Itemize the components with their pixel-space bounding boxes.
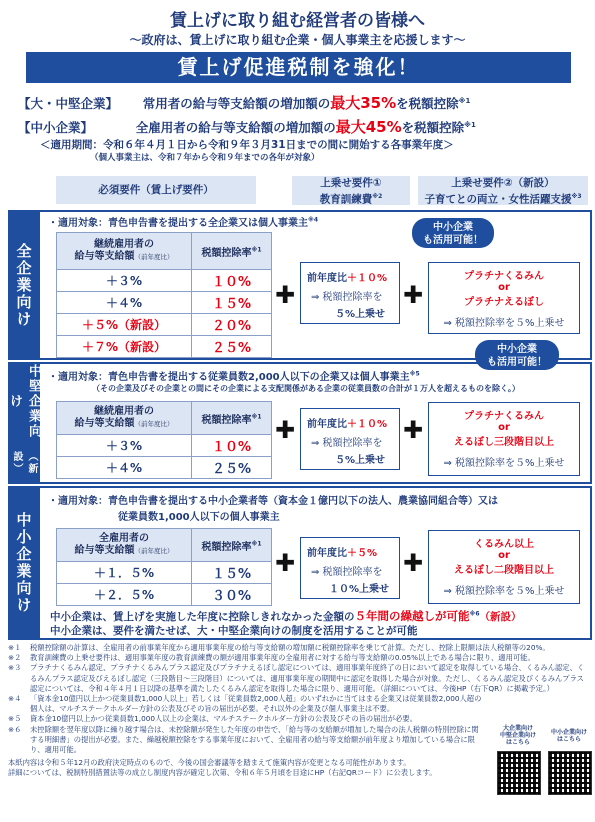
column-upper2-l2: 子育てとの両立・女性活躍支援: [424, 193, 572, 206]
th-rate-note: ※1: [251, 246, 262, 254]
edu-l1a: 前年度比: [307, 548, 347, 559]
rate-max: 最大35%: [330, 94, 397, 112]
th-small: （前年度比）: [134, 420, 174, 428]
qr-large-label-l1: 大企業向け: [502, 725, 533, 732]
row-increase: ＋１．５%: [57, 562, 192, 584]
edu-l2: ⇒ 税額控除率を: [311, 438, 383, 449]
row-increase: ＋４%: [57, 292, 192, 314]
footnote-mark: ※４: [8, 694, 22, 704]
carryover-line: [50, 608, 522, 624]
footnote-text: 教育訓練費の上乗せ要件は、適用事業年度の教育訓練費の額が適用事業年度の全雇用者に対する給与等支給額の0.05%以上である場合に限り、適用可能。: [30, 653, 535, 663]
edu-l1a: 前年度比: [307, 273, 347, 284]
footer-line2: 詳細については、税制特別措置法等の成立し制度内容が確定し次第、令和６年５月頃を目途にHP（右記QRコード）に公表します。: [8, 768, 437, 778]
edu-l3: １０%上乗せ: [329, 584, 390, 595]
row-rate: ２５%: [192, 457, 272, 479]
table-row: [57, 270, 272, 292]
qr-code-large[interactable]: [497, 751, 541, 795]
kid-l3: ⇒ 税額控除率を５%上乗せ: [443, 458, 565, 469]
row-increase: ＋７%（新設）: [57, 336, 192, 358]
column-upper1: [292, 176, 410, 205]
section-all-side-label: 全企業向け: [8, 210, 40, 360]
table-row: [57, 584, 272, 606]
sme-use-large-line: 中小企業は、要件を満たせば、大・中堅企業向けの制度を活用することが可能: [50, 625, 418, 637]
row-increase: ＋３%: [57, 270, 192, 292]
edu-l1b: ＋１０%: [347, 419, 388, 430]
footnote-mark: ※６: [8, 724, 22, 734]
qr-sme-label-l2: はこちら: [556, 736, 581, 743]
kid-l2: えるぼし三段階目以上: [454, 437, 554, 448]
footnote-mark: ※３: [8, 663, 22, 673]
table-row: [57, 457, 272, 479]
qr-sme-label-l1: 中小企業向け: [550, 729, 587, 736]
plus-icon: ✚: [275, 281, 296, 309]
table-header-rate: [192, 529, 272, 562]
plus-icon: ✚: [403, 281, 424, 309]
edu-l3: ５%上乗せ: [335, 309, 386, 320]
footnote-text: 「資本金10億円以上かつ従業員数1,000人以上」若しくは「従業員数2,000人超」のいずれかに当てはまる企業又は従業員数2,000人超の個人は、マルチステークホルダー方針の公表及びその旨の届出が必要。それ以外の企業及び個人事業主は不要。: [30, 694, 482, 714]
row-increase: ＋２．５%: [57, 584, 192, 606]
section-sme-side-label: 中小企業向け: [8, 486, 40, 640]
column-upper2-note: ※3: [571, 193, 582, 200]
th-l2: 給与等支給額: [74, 545, 135, 556]
edu-box-all: [300, 262, 400, 324]
edu-l3: ５%上乗せ: [335, 455, 386, 466]
edu-box-sme: [300, 537, 400, 599]
kid-l1: くるみん以上: [474, 539, 534, 550]
kid-l3: ⇒ 税額控除率を５%上乗せ: [443, 586, 565, 597]
sme-usable-bubble: [475, 340, 559, 370]
rate-note: ※1: [464, 120, 476, 129]
page-title: 賃上げに取り組む経営者の皆様へ: [170, 11, 425, 31]
bubble-l1: 中小企業: [497, 344, 537, 355]
footnote: [8, 714, 483, 724]
plus-icon: ✚: [403, 416, 424, 444]
bubble-l2: も活用可能！: [423, 235, 483, 246]
section-mid-side-label: [8, 362, 40, 484]
footnote: [8, 694, 483, 714]
rate-tag: 【中小企業】: [18, 120, 94, 135]
plus-icon: ✚: [403, 549, 424, 577]
th-l1: 全雇用者の: [99, 533, 149, 544]
row-rate: １５%: [192, 562, 272, 584]
target-text: ・適用対象：青色申告書を提出する全企業又は個人事業主: [48, 218, 308, 229]
column-upper2-l1: 上乗せ要件②（新設）: [451, 177, 555, 189]
sme-usable-bubble: [412, 218, 494, 248]
rate-tail: を税額控除: [396, 96, 459, 111]
rate-tail: を税額控除: [401, 120, 465, 135]
table-row: [57, 435, 272, 457]
footnote-mark: ※５: [8, 714, 22, 724]
footnote-text: 未控除額を翌年度以降に繰り越す場合は、未控除額が発生した年度の申告で、「給与等の支給額が増加した場合の法人税額の特別控除に関する明細書」の提出が必要。また、繰越税額控除をする事業年度において、全雇用者の給与等支給額が前年度より増加している場合に限り、適用可能。: [30, 724, 479, 755]
plus-icon: ✚: [275, 416, 296, 444]
footnote: [8, 643, 588, 653]
table-header-rate: [192, 402, 272, 435]
th-rate: 税額控除率: [201, 414, 252, 426]
row-rate: １０%: [192, 435, 272, 457]
kid-or: or: [498, 550, 510, 561]
table-header-increase: [57, 402, 192, 435]
rate-max: 最大45%: [335, 118, 402, 136]
section-sme-target: ・適用対象：青色申告書を提出する中小企業者等（資本金１億円以下の法人、農業協同組合等）又は: [48, 496, 498, 507]
footnote: [8, 725, 483, 756]
edu-l1b: ＋１０%: [347, 273, 388, 284]
table-header-rate: [192, 233, 272, 270]
section-mid-target-sub: （その企業及びその企業との間にその企業による支配関係がある企業の従業員数の合計が１万人を超えるものを除く。）: [92, 384, 520, 393]
row-rate: １０%: [192, 270, 272, 292]
rate-table-mid: [56, 401, 272, 479]
section-sme-target-2: 従業員数1,000人以下の個人事業主: [118, 512, 280, 523]
edu-box-mid: [300, 408, 400, 470]
kid-box-all: [428, 262, 580, 334]
rate-text: 全雇用者の給与等支給額の増加額の: [135, 120, 336, 135]
target-note: ※4: [308, 216, 319, 224]
rate-line-sme: [18, 116, 476, 137]
th-rate-note: ※1: [251, 413, 262, 421]
column-required: 必須要件（賃上げ要件）: [56, 176, 256, 204]
th-small: （前年度比）: [134, 253, 174, 261]
table-header-increase: [57, 529, 192, 562]
edu-l2: ⇒ 税額控除率を: [311, 292, 383, 303]
footnote-text: プラチナくるみん認定、プラチナくるみんプラス認定及びプラチナえるぼし認定については、適用事業年度終了の日において認定を取得している場合、くるみん認定、くるみんプラス認定及びえるぼし認定（三段階目～三段階目）については、適用事業年度の期間中に認定を取得した場合が対象。ただし、くるみん認定及びくるみんプラス認定については、令和４年４月１日以降の基準を満たしたくるみん認定を取得した場合に限り、適用可能。（詳細については、今後HP（右下QR）に掲載予定。）: [30, 663, 585, 693]
target-text: ・適用対象：青色申告書を提出する従業員数2,000人以下の企業又は個人事業主: [48, 372, 410, 383]
period-note: （個人事業主は、令和７年から令和９年までの各年が対象）: [90, 153, 320, 163]
rate-text: 常用者の給与等支給額の増加額の: [142, 96, 331, 111]
side-text: 中堅企業向け: [7, 364, 41, 440]
footnote-mark: ※１: [8, 643, 22, 652]
period-line: ＜適用期間：令和６年４月１日から令和９年３月31日までの間に開始する各事業年度＞: [40, 139, 454, 151]
rate-table-sme: [56, 528, 272, 606]
kid-box-mid: [428, 402, 580, 476]
kid-l2: プラチナえるぼし: [464, 297, 544, 308]
page-subtitle: ～政府は、賃上げに取り組む企業・個人事業主を応援します～: [129, 33, 466, 47]
qr-sme-label: [544, 729, 594, 743]
kid-l3: ⇒ 税額控除率を５%上乗せ: [443, 318, 565, 329]
th-rate-note: ※1: [251, 540, 262, 548]
plus-icon: ✚: [275, 549, 296, 577]
kid-box-sme: [428, 530, 580, 604]
bubble-l2: も活用可能！: [487, 357, 547, 368]
footer-line1: 本紙内容は令和５年12月の政府決定時点のもので、今後の国会審議等を踏まえて施策内容が変更となる可能性があります。: [8, 758, 411, 768]
table-row: [57, 314, 272, 336]
section-all-target: [48, 214, 318, 229]
kid-l1: プラチナくるみん: [464, 411, 544, 422]
qr-large-label: [492, 725, 544, 746]
th-small: （前年度比）: [134, 547, 174, 555]
rate-note: ※1: [458, 96, 471, 105]
row-rate: １５%: [192, 292, 272, 314]
edu-l1b: ＋５%: [347, 548, 378, 559]
th-l2: 給与等支給額: [74, 418, 135, 429]
rate-tag: 【大・中堅企業】: [18, 96, 119, 111]
carry-new: （新設）: [479, 611, 522, 623]
row-increase: ＋５%（新設）: [57, 314, 192, 336]
table-row: [57, 562, 272, 584]
table-row: [57, 292, 272, 314]
rate-line-large: [18, 92, 470, 113]
th-rate: 税額控除率: [201, 541, 252, 553]
row-increase: ＋３%: [57, 435, 192, 457]
qr-code-sme[interactable]: [548, 751, 592, 795]
th-l1: 継続雇用者の: [94, 406, 154, 417]
carry-b: ５年間の繰越しが可能: [354, 609, 470, 623]
column-upper2: [418, 176, 588, 205]
th-l2: 給与等支給額: [74, 251, 135, 262]
qr-large-label-l2: 中堅企業向け: [499, 732, 536, 739]
carry-a: 中小企業は、賃上げを実施した年度に控除しきれなかった金額の: [50, 611, 355, 623]
th-l1: 継続雇用者の: [94, 239, 154, 250]
column-upper1-l1: 上乗せ要件①: [320, 177, 382, 189]
th-rate: 税額控除率: [201, 247, 252, 259]
bubble-l1: 中小企業: [433, 222, 473, 233]
column-upper1-l2: 教育訓練費: [319, 193, 373, 206]
edu-l1a: 前年度比: [307, 419, 347, 430]
row-increase: ＋４%: [57, 457, 192, 479]
section-mid-target: [48, 368, 420, 383]
footnote-mark: ※２: [8, 653, 22, 663]
row-rate: ２０%: [192, 314, 272, 336]
main-banner: 賃上げ促進税制を強化！: [26, 52, 571, 83]
kid-or: or: [498, 422, 510, 433]
table-row: [57, 336, 272, 358]
target-note: ※5: [409, 370, 420, 378]
kid-or: or: [498, 282, 510, 293]
footnote: [8, 663, 588, 694]
column-upper1-note: ※2: [372, 193, 383, 200]
footnote: [8, 653, 588, 663]
row-rate: ２５%: [192, 336, 272, 358]
table-header-increase: [57, 233, 192, 270]
kid-l2: えるぼし二段階目以上: [454, 565, 554, 576]
qr-large-label-l3: はこちら: [505, 739, 530, 746]
footnote-text: 資本金10億円以上かつ従業員数1,000人以上の企業は、マルチステークホルダー方針の公表及びその旨の届出が必要。: [30, 714, 417, 724]
row-rate: ３０%: [192, 584, 272, 606]
carry-note: ※6: [469, 610, 480, 618]
rate-table-all: [56, 232, 272, 358]
kid-l1: プラチナくるみん: [464, 271, 544, 282]
footnote-text: 税額控除額の計算は、全雇用者の前事業年度から適用事業年度の給与等支給額の増加額に税額控除率を乗じて計算。ただし、控除上限額は法人税額等の20%。: [30, 643, 550, 652]
edu-l2: ⇒ 税額控除率を: [311, 567, 383, 578]
side-new: （新設）: [11, 450, 37, 475]
